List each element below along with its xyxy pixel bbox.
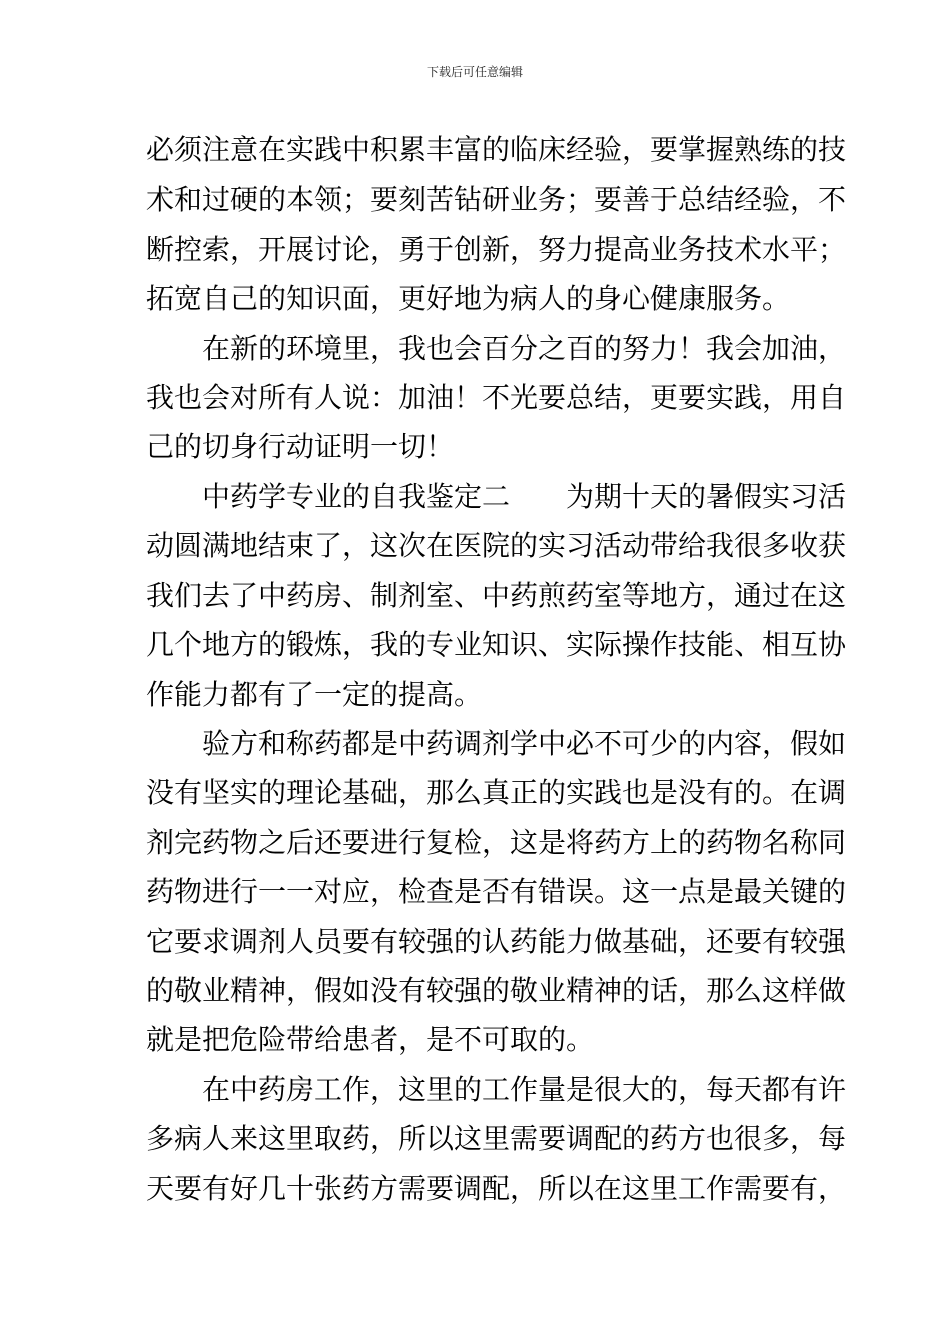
page-header: 下载后可任意编辑 [426,65,523,79]
body-line: 己的切身行动证明一切！ [146,430,455,463]
body-line: 必须注意在实践中积累丰富的临床经验，要掌握熟练的技 [146,133,847,166]
body-line: 的敬业精神，假如没有较强的敬业精神的话，那么这样做 [146,974,847,1007]
body-line: 天要有好几十张药方需要调配，所以在这里工作需要有， [146,1172,847,1205]
paragraph-first-line: 在中药房工作，这里的工作量是很大的，每天都有许 [202,1073,847,1106]
paragraph-first-line: 在新的环境里，我也会百分之百的努力！我会加油， [202,332,847,365]
body-line: 没有坚实的理论基础，那么真正的实践也是没有的。在调 [146,776,847,809]
paragraph-first-line: 验方和称药都是中药调剂学中必不可少的内容，假如 [202,727,847,760]
body-line: 多病人来这里取药，所以这里需要调配的药方也很多，每 [146,1122,847,1155]
section-heading-line: 中药学专业的自我鉴定二 为期十天的暑假实习活 [202,480,847,513]
body-line: 剂完药物之后还要进行复检，这是将药方上的药物名称同 [146,826,847,859]
body-line: 作能力都有了一定的提高。 [146,678,483,711]
body-line: 药物进行一一对应，检查是否有错误。这一点是最关键的 [146,875,847,908]
body-line: 就是把危险带给患者，是不可取的。 [146,1023,595,1056]
body-line: 动圆满地结束了，这次在医院的实习活动带给我很多收获 [146,529,847,562]
body-line: 几个地方的锻炼，我的专业知识、实际操作技能、相互协 [146,628,847,661]
body-line: 术和过硬的本领；要刻苦钻研业务；要善于总结经验，不 [146,183,847,216]
body-line: 拓宽自己的知识面，更好地为病人的身心健康服务。 [146,282,791,315]
body-line: 我们去了中药房、制剂室、中药煎药室等地方，通过在这 [146,579,847,612]
body-line: 我也会对所有人说：加油！不光要总结，更要实践，用自 [146,381,847,414]
body-line: 它要求调剂人员要有较强的认药能力做基础，还要有较强 [146,925,847,958]
body-line: 断控索，开展讨论，勇于创新，努力提高业务技术水平； [146,233,847,266]
